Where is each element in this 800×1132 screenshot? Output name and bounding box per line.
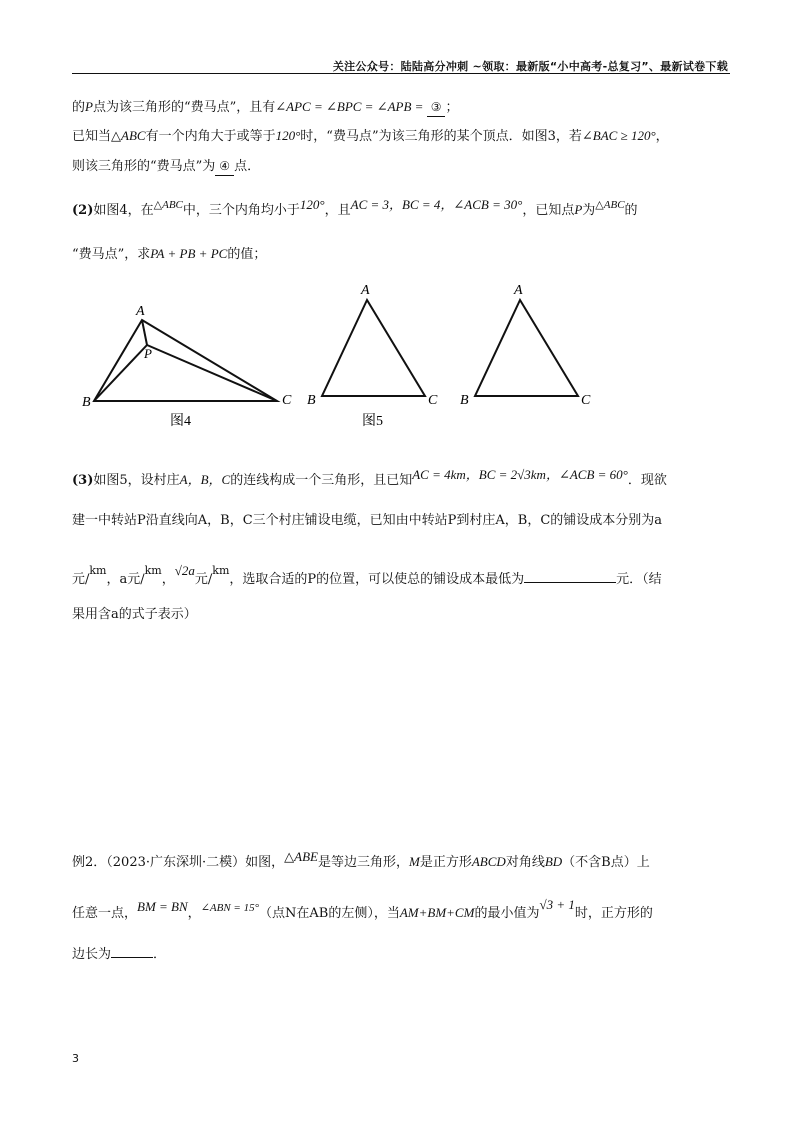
text: 元/ [72, 572, 90, 587]
text: （点N在AB的左侧），当 [259, 906, 400, 921]
text: （不含B点）上 [562, 855, 650, 870]
triangle-abc: △ABC [595, 199, 625, 211]
fig4-label-c: C [282, 393, 292, 408]
given-conditions: AC = 3，BC = 4，∠ACB = 30° [350, 197, 523, 212]
text: ． [153, 947, 167, 962]
example-label: 例2． [72, 855, 107, 870]
var-p: P [574, 202, 583, 217]
question-2-line-2 [72, 245, 266, 264]
fig4-label-a: A [136, 304, 145, 319]
question-3-line-4 [72, 606, 197, 624]
fig4-label-b: B [82, 395, 91, 410]
header-rule [72, 73, 730, 74]
degree-value: 120° [299, 197, 325, 212]
text: ，且 [324, 203, 351, 218]
question-3-line-1 [72, 466, 667, 490]
text: 如图5，设村庄 [93, 473, 180, 488]
text: 是等边三角形， [317, 855, 409, 870]
answer-blank [111, 944, 153, 958]
text: ．现欲 [627, 473, 667, 488]
example-source: （2023·广东深圳·二模） [106, 855, 246, 870]
question-3-line-2 [72, 512, 662, 530]
fig5-label-a: A [361, 283, 370, 298]
text: 任意一点， [72, 906, 138, 921]
figure-5 [307, 283, 438, 429]
text: 如图， [245, 855, 285, 870]
text: 如图4，在 [93, 203, 154, 218]
var-m: M [409, 854, 420, 869]
fig4-caption: 图4 [170, 414, 191, 429]
sum-expression: PA + PB + PC [150, 246, 228, 261]
angle-equation: ∠APC = ∠BPC = ∠APB = [275, 99, 427, 114]
text: 点为该三角形的“费马点”，且有 [92, 100, 276, 115]
answer-blank-4: ④ [215, 157, 234, 176]
fig5-triangle [322, 300, 425, 396]
figure-4 [82, 304, 292, 429]
answer-blank-3: ③ [427, 98, 446, 117]
figure-6 [460, 283, 591, 408]
fig6-label-c: C [581, 393, 591, 408]
text: 则该三角形的“费马点”为 [72, 159, 216, 174]
text: 边长为 [72, 947, 112, 962]
figures-group [72, 275, 632, 435]
text: 对角线 [505, 855, 545, 870]
text: 是正方形 [419, 855, 472, 870]
triangle-abc: △ABC [153, 199, 183, 211]
fig4-label-p: P [144, 346, 152, 361]
fig4-segment-pb [94, 345, 147, 401]
condition-angle-abn: ∠ABN = 15° [200, 902, 260, 914]
text: 有一个内角大于或等于 [145, 129, 276, 144]
text: ，a元/ [106, 572, 145, 587]
text: 元/ [194, 572, 213, 587]
question-number: (3) [72, 473, 94, 488]
text: 已知当 [72, 129, 112, 144]
text: 果用含a的式子表示） [72, 607, 197, 622]
text: ， [655, 129, 669, 144]
text: 的最小值为 [474, 906, 540, 921]
text: 元．（结 [616, 572, 662, 587]
text: 时，正方形的 [574, 906, 653, 921]
var-p: P [85, 99, 93, 114]
text: ，已知点 [522, 203, 575, 218]
text: ； [445, 100, 459, 115]
text: 建一中转站P沿直线向A，B，C三个村庄铺设电缆，已知由中转站P到村庄A，B，C的铺设成本分别为a [72, 513, 663, 528]
fig6-label-b: B [460, 393, 469, 408]
square-abcd: ABCD [471, 854, 506, 869]
question-3-line-3 [72, 562, 662, 589]
unit-km: km [144, 564, 162, 577]
triangle-abe: △ABE [284, 849, 318, 864]
fig4-segment-pa [142, 320, 147, 345]
village-vars: A，B，C [179, 472, 231, 487]
question-2-line-1 [72, 196, 638, 220]
text: 的 [72, 100, 86, 115]
page-header: 关注公众号：陆陆高分冲刺 ~领取：最新版“小中高考-总复习”、最新试卷下载 [332, 60, 728, 73]
text-line-3 [72, 157, 260, 176]
example-2-line-3 [72, 944, 166, 964]
text: ，选取合适的P的位置，可以使总的铺设成本最低为 [229, 572, 525, 587]
example-2-line-2 [72, 896, 653, 923]
fig5-label-b: B [307, 393, 316, 408]
triangle-abc: △ABC [111, 128, 146, 143]
degree-value: 120° [275, 128, 301, 143]
fig4-segment-pc [147, 345, 277, 401]
text: ， [161, 572, 175, 587]
text: “费马点”，求 [72, 247, 151, 262]
text: 时，“费马点”为该三角形的某个顶点．如图3，若 [300, 129, 582, 144]
unit-km: km [212, 564, 230, 577]
fig5-caption: 图5 [362, 414, 383, 429]
text-line-1 [72, 98, 458, 117]
text: ， [187, 906, 201, 921]
condition-bm-bn: BM = BN [137, 899, 188, 914]
given-conditions: AC = 4km，BC = 2√3km，∠ACB = 60° [412, 467, 628, 482]
fig6-label-a: A [514, 283, 523, 298]
text: 中，三个内角均小于 [182, 203, 300, 218]
text: 的 [624, 203, 638, 218]
example-2-line-1 [72, 848, 650, 872]
answer-blank [524, 569, 616, 583]
fig6-triangle [475, 300, 578, 396]
min-value: √3 + 1 [539, 897, 575, 912]
cost-root2a: √2a [174, 563, 195, 578]
page-number: 3 [72, 1052, 79, 1065]
angle-condition: ∠BAC ≥ 120° [581, 128, 656, 143]
fig5-label-c: C [428, 393, 438, 408]
text: 的连线构成一个三角形，且已知 [230, 473, 413, 488]
unit-km: km [89, 564, 107, 577]
text-line-2 [72, 127, 669, 146]
text: 为 [582, 203, 596, 218]
sum-expression: AM+BM+CM [399, 905, 475, 920]
text: 点． [234, 159, 261, 174]
text: 的值； [227, 247, 267, 262]
diagonal-bd: BD [544, 854, 563, 869]
question-number: (2) [72, 203, 94, 218]
